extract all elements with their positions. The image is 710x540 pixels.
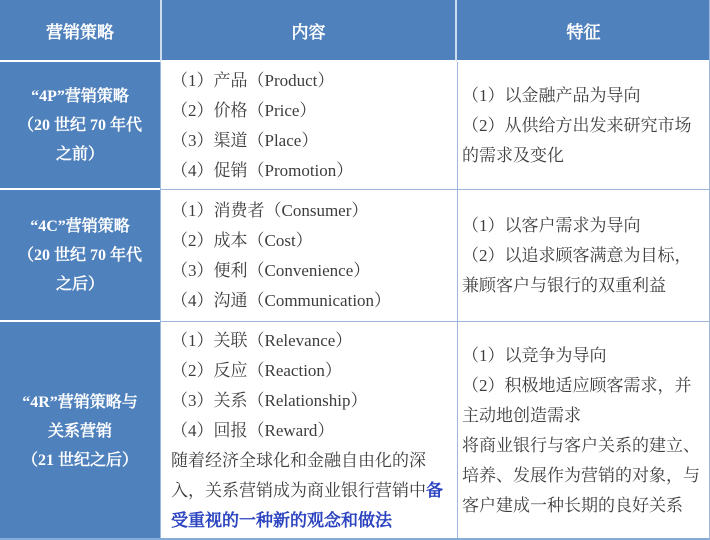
content-item: （3）渠道（Place） xyxy=(171,130,319,150)
content-item: （3）关系（Relationship） xyxy=(171,391,368,410)
content-note-highlight: 备受重视的一种新的观念和做法 xyxy=(171,481,443,530)
feature-item: （1）以竞争为导向 xyxy=(462,346,607,365)
feature-item: （1）以客户需求为导向 xyxy=(462,215,641,235)
strategy-4c-line3: 之后） xyxy=(55,275,104,293)
content-cell-4p xyxy=(160,62,457,190)
feature-item: （2）以追求顾客满意为目标，兼顾客户与银行的双重利益 xyxy=(462,245,692,295)
header-cell-strategy: 营销策略 xyxy=(0,0,160,62)
content-cell-4r xyxy=(160,322,457,540)
feature-item: 将商业银行与客户关系的建立、培养、发展作为营销的对象，与客户建成一种长期的良好关系 xyxy=(462,436,700,515)
strategy-cell-4c xyxy=(0,190,160,322)
feature-item: （1）以金融产品为导向 xyxy=(462,85,641,105)
content-item: （1）关联（Relevance） xyxy=(171,331,353,350)
features-cell-4c xyxy=(457,190,710,322)
strategy-4p-line3: 之前） xyxy=(55,145,104,163)
feature-item: （2）从供给方出发来研究市场的需求及变化 xyxy=(462,115,692,165)
content-item: （4）沟通（Communication） xyxy=(171,290,392,310)
strategy-4p-line2: （20 世纪 70 年代 xyxy=(17,116,142,134)
header-cell-content: 内容 xyxy=(160,0,457,62)
strategy-4c-line1: “4C”营销策略 xyxy=(30,217,130,235)
content-item: （4）回报（Reward） xyxy=(171,421,335,440)
content-cell-4c xyxy=(160,190,457,322)
features-cell-4p xyxy=(457,62,710,190)
strategy-4p-line1: “4P”营销策略 xyxy=(31,87,129,105)
content-item: （1）产品（Product） xyxy=(171,70,335,90)
header-cell-features: 特征 xyxy=(457,0,710,62)
strategy-cell-4r xyxy=(0,322,160,540)
strategy-4r-line1: “4R”营销策略与 xyxy=(22,393,138,411)
content-item: （1）消费者（Consumer） xyxy=(171,200,369,220)
content-item: （3）便利（Convenience） xyxy=(171,260,371,280)
content-item: （2）成本（Cost） xyxy=(171,230,313,250)
feature-item: （2）积极地适应顾客需求，并主动地创造需求 xyxy=(462,376,692,425)
content-item: （4）促销（Promotion） xyxy=(171,160,354,180)
content-item: （2）反应（Reaction） xyxy=(171,361,342,380)
features-cell-4r xyxy=(457,322,710,540)
strategy-4c-line2: （20 世纪 70 年代 xyxy=(17,246,142,264)
strategy-4r-line3: （21 世纪之后） xyxy=(21,451,138,469)
content-item: （2）价格（Price） xyxy=(171,100,317,120)
strategy-4r-line2: 关系营销 xyxy=(47,422,112,440)
content-note-text: 随着经济全球化和金融自由化的深入，关系营销成为商业银行营销中 xyxy=(171,451,426,500)
strategy-cell-4p xyxy=(0,62,160,190)
content-note xyxy=(171,446,451,536)
